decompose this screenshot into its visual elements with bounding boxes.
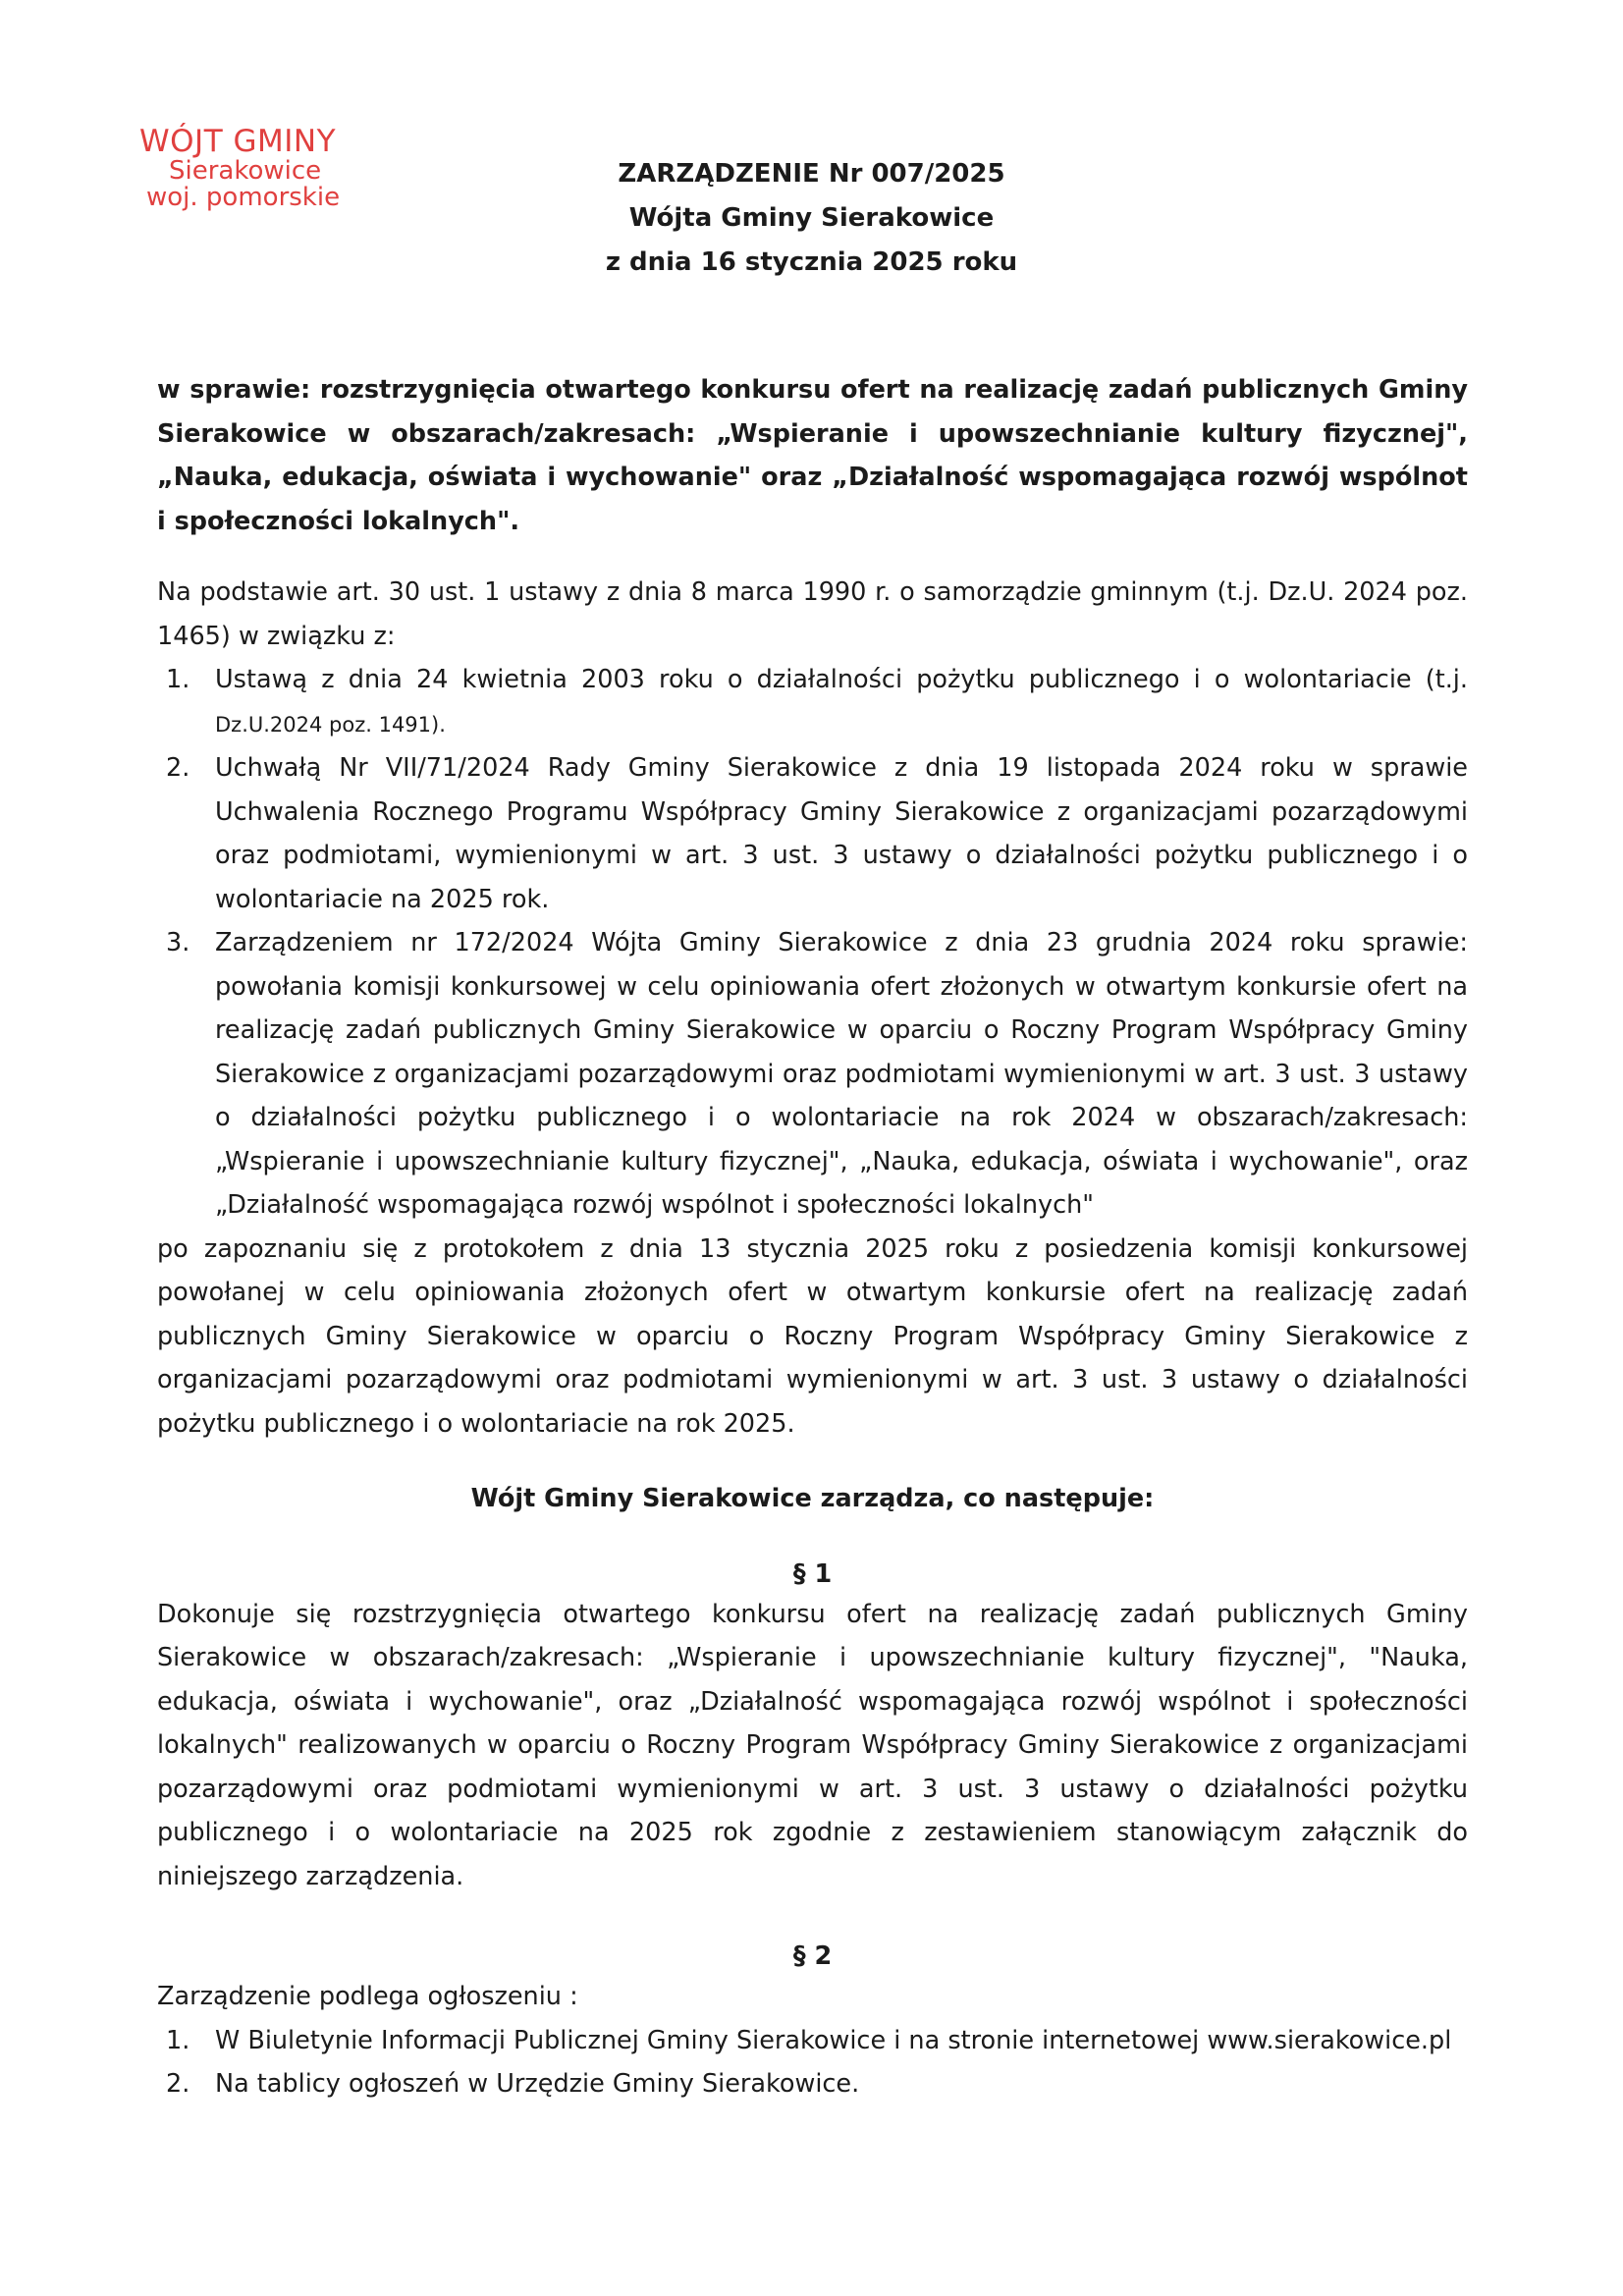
document-body: [157, 368, 1468, 2106]
document-title: ZARZĄDZENIE Nr 007/2025: [618, 159, 1005, 189]
publication-list: [157, 2019, 1468, 2106]
list-item-text: Uchwałą Nr VII/71/2024 Rady Gminy Sierakowice z dnia 19 listopada 2024 roku w sprawie Uchwalenia Rocznego Programu Współpracy Gminy Sierakowice z organizacjami pozarządowymi oraz podmiotami, wymienionymi w art. 3 ust. 3 ustawy o działalności pożytku publicznego i o wolontariacie na 2025 rok.: [215, 753, 1468, 914]
list-item: [157, 746, 1468, 921]
stamp-line-1: WÓJT GMINY: [139, 124, 337, 159]
document-header: [0, 152, 1623, 285]
list-item: [157, 658, 1468, 746]
list-item-number: 1.: [166, 665, 190, 694]
list-item-text: Ustawą z dnia 24 kwietnia 2003 roku o działalności pożytku publicznego i o wolontariacie (t.j.: [215, 665, 1468, 694]
document-issuer: Wójta Gminy Sierakowice: [628, 203, 995, 233]
order-heading: Wójt Gminy Sierakowice zarządza, co następuje:: [470, 1484, 1155, 1513]
document-date: z dnia 16 stycznia 2025 roku: [605, 247, 1018, 277]
list-item-text-small: Dz.U.2024 poz. 1491).: [215, 712, 446, 737]
stamp-line-2: Sierakowice: [169, 155, 322, 186]
legal-basis-list: [157, 658, 1468, 1228]
list-item-number: 1.: [166, 2025, 190, 2055]
list-item: [157, 921, 1468, 1228]
stamp-line-3: woj. pomorskie: [146, 182, 341, 212]
section-2-intro: Zarządzenie podlega ogłoszeniu :: [157, 1982, 578, 2011]
list-item: [157, 2062, 1468, 2106]
legal-basis-intro: Na podstawie art. 30 ust. 1 ustawy z dnia 8 marca 1990 r. o samorządzie gminnym (t.j. Dz.U. 2024 poz. 1465) w związku z:: [157, 577, 1468, 651]
section-1-heading: § 1: [792, 1558, 833, 1589]
list-item-text: Na tablicy ogłoszeń w Urzędzie Gminy Sierakowice.: [215, 2069, 860, 2099]
section-2-heading: § 2: [792, 1941, 833, 1971]
list-item-number: 3.: [166, 928, 190, 957]
list-item-text: W Biuletynie Informacji Publicznej Gminy Sierakowice i na stronie internetowej www.sierakowice.pl: [215, 2025, 1452, 2055]
section-1-text: Dokonuje się rozstrzygnięcia otwartego konkursu ofert na realizację zadań publicznych Gminy Sierakowice w obszarach/zakresach: „Wspieranie i upowszechnianie kultury fizycznej", "Nauka, edukacja, oświata i wychowanie", oraz „Działalność wspomagająca rozwój wspólnot i społeczności lokalnych" realizowanych w oparciu o Roczny Program Współpracy Gminy Sierakowice z organizacjami pozarządowymi oraz podmiotami wymienionymi w art. 3 ust. 3 ustawy o działalności pożytku publicznego i o wolontariacie na 2025 rok zgodnie z zestawieniem stanowiącym załącznik do niniejszego zarządzenia.: [157, 1599, 1468, 1891]
protocol-paragraph: po zapoznaniu się z protokołem z dnia 13 stycznia 2025 roku z posiedzenia komisji konkursowej powołanej w celu opiniowania złożonych ofert w otwartym konkursie ofert na realizację zadań publicznych Gminy Sierakowice w oparciu o Roczny Program Współpracy Gminy Sierakowice z organizacjami pozarządowymi oraz podmiotami wymienionymi w art. 3 ust. 3 ustawy o działalności pożytku publicznego i o wolontariacie na rok 2025.: [157, 1233, 1468, 1439]
list-item-number: 2.: [166, 753, 190, 783]
list-item: [157, 2019, 1468, 2063]
subject-paragraph: w sprawie: rozstrzygnięcia otwartego konkursu ofert na realizację zadań publicznych Gminy Sierakowice w obszarach/zakresach: „Wspieranie i upowszechnianie kultury fizycznej", „Nauka, edukacja, oświata i wychowanie" oraz „Działalność wspomagająca rozwój wspólnot i społeczności lokalnych".: [157, 375, 1468, 536]
list-item-number: 2.: [166, 2069, 190, 2099]
list-item-text: Zarządzeniem nr 172/2024 Wójta Gminy Sierakowice z dnia 23 grudnia 2024 roku sprawie: powołania komisji konkursowej w celu opiniowania ofert złożonych w otwartym konkursie ofert na realizację zadań publicznych Gminy Sierakowice w oparciu o Roczny Program Współpracy Gminy Sierakowice z organizacjami pozarządowymi oraz podmiotami wymienionymi w art. 3 ust. 3 ustawy o działalności pożytku publicznego i o wolontariacie na rok 2024 w obszarach/zakresach: „Wspieranie i upowszechnianie kultury fizycznej", „Nauka, edukacja, oświata i wychowanie", oraz „Działalność wspomagająca rozwój wspólnot i społeczności lokalnych": [215, 928, 1468, 1220]
